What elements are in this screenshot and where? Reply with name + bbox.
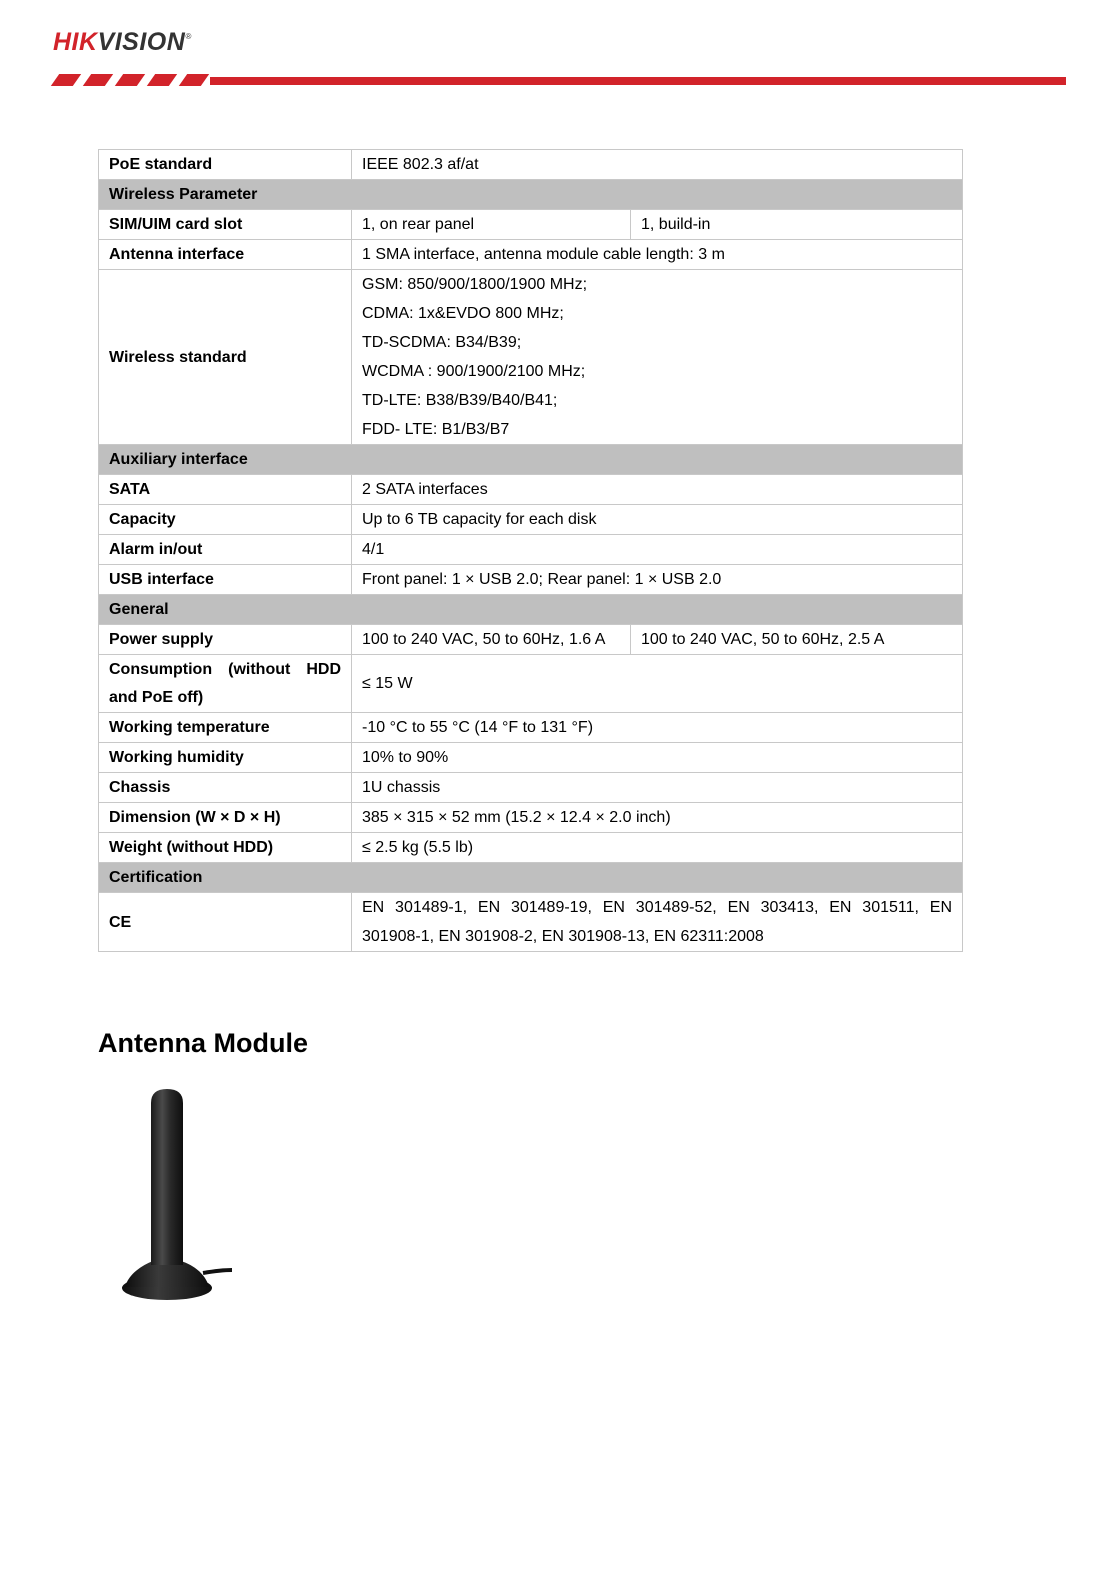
- spec-table: [98, 149, 963, 952]
- table-row: [99, 240, 963, 270]
- antenna-module-title: Antenna Module: [98, 1028, 308, 1058]
- row-value: Up to 6 TB capacity for each disk: [352, 505, 963, 535]
- row-label: CE: [99, 893, 352, 952]
- section-heading: Wireless Parameter: [99, 180, 963, 210]
- row-label: SIM/UIM card slot: [99, 210, 352, 240]
- row-label: PoE standard: [99, 150, 352, 180]
- row-value: ≤ 15 W: [352, 655, 963, 713]
- table-row: [99, 773, 963, 803]
- table-row: [99, 270, 963, 445]
- row-label: [99, 655, 352, 713]
- row-value: Front panel: 1 × USB 2.0; Rear panel: 1 × USB 2.0: [352, 565, 963, 595]
- table-row: [99, 893, 963, 952]
- row-label: Power supply: [99, 625, 352, 655]
- table-row: [99, 713, 963, 743]
- wireless-standard-line: WCDMA : 900/1900/2100 MHz;: [362, 363, 586, 380]
- row-label: SATA: [99, 475, 352, 505]
- table-row: [99, 535, 963, 565]
- row-value-multiline: [352, 893, 963, 952]
- ce-standards-line: EN 301489-1, EN 301489-19, EN 301489-52, EN 303413, EN 301511, EN: [362, 899, 952, 916]
- row-value: 100 to 240 VAC, 50 to 60Hz, 2.5 A: [631, 625, 963, 655]
- row-value: 10% to 90%: [352, 743, 963, 773]
- row-label: Dimension (W × D × H): [99, 803, 352, 833]
- row-value: 1 SMA interface, antenna module cable length: 3 m: [352, 240, 963, 270]
- row-label: Working temperature: [99, 713, 352, 743]
- table-row: [99, 150, 963, 180]
- table-row: [99, 625, 963, 655]
- row-value: IEEE 802.3 af/at: [352, 150, 963, 180]
- table-row: [99, 565, 963, 595]
- row-value: -10 °C to 55 °C (14 °F to 131 °F): [352, 713, 963, 743]
- row-value: ≤ 2.5 kg (5.5 lb): [352, 833, 963, 863]
- table-row: [99, 833, 963, 863]
- row-label: USB interface: [99, 565, 352, 595]
- wireless-standard-line: FDD- LTE: B1/B3/B7: [362, 421, 510, 438]
- antenna-module-image: [115, 1085, 245, 1305]
- row-value: 1U chassis: [352, 773, 963, 803]
- row-label: Alarm in/out: [99, 535, 352, 565]
- section-row: [99, 595, 963, 625]
- wireless-standard-line: TD-LTE: B38/B39/B40/B41;: [362, 392, 558, 409]
- row-value: 1, on rear panel: [352, 210, 631, 240]
- section-heading: General: [99, 595, 963, 625]
- section-heading: Certification: [99, 863, 963, 893]
- logo-registered-mark: ®: [185, 32, 192, 41]
- hikvision-logo: [53, 28, 192, 57]
- row-value: 4/1: [352, 535, 963, 565]
- section-heading: Auxiliary interface: [99, 445, 963, 475]
- wireless-standard-line: TD-SCDMA: B34/B39;: [362, 334, 522, 351]
- row-label: Chassis: [99, 773, 352, 803]
- header-red-rule: [210, 77, 1066, 85]
- row-label-line: Consumption (without HDD: [109, 660, 341, 678]
- wireless-standard-line: GSM: 850/900/1800/1900 MHz;: [362, 276, 588, 293]
- section-row: [99, 863, 963, 893]
- logo-grey-text: VISION: [97, 28, 186, 56]
- row-value: 385 × 315 × 52 mm (15.2 × 12.4 × 2.0 inch): [352, 803, 963, 833]
- table-row: [99, 475, 963, 505]
- table-row: [99, 655, 963, 713]
- table-row: [99, 505, 963, 535]
- row-value: 2 SATA interfaces: [352, 475, 963, 505]
- logo-red-text: HIK: [53, 28, 98, 56]
- wireless-standard-line: CDMA: 1x&EVDO 800 MHz;: [362, 305, 564, 322]
- row-label: Wireless standard: [99, 270, 352, 445]
- row-label: Working humidity: [99, 743, 352, 773]
- table-row: [99, 803, 963, 833]
- row-value: 100 to 240 VAC, 50 to 60Hz, 1.6 A: [352, 625, 631, 655]
- row-label-line: and PoE off): [109, 688, 204, 706]
- page-header: [0, 0, 1116, 100]
- row-value: 1, build-in: [631, 210, 963, 240]
- section-row: [99, 445, 963, 475]
- ce-standards-line: 301908-1, EN 301908-2, EN 301908-13, EN 62311:2008: [362, 928, 764, 945]
- table-row: [99, 743, 963, 773]
- row-label: Weight (without HDD): [99, 833, 352, 863]
- row-label: Capacity: [99, 505, 352, 535]
- section-row: [99, 180, 963, 210]
- table-row: [99, 210, 963, 240]
- row-label: Antenna interface: [99, 240, 352, 270]
- row-value-multiline: [352, 270, 963, 445]
